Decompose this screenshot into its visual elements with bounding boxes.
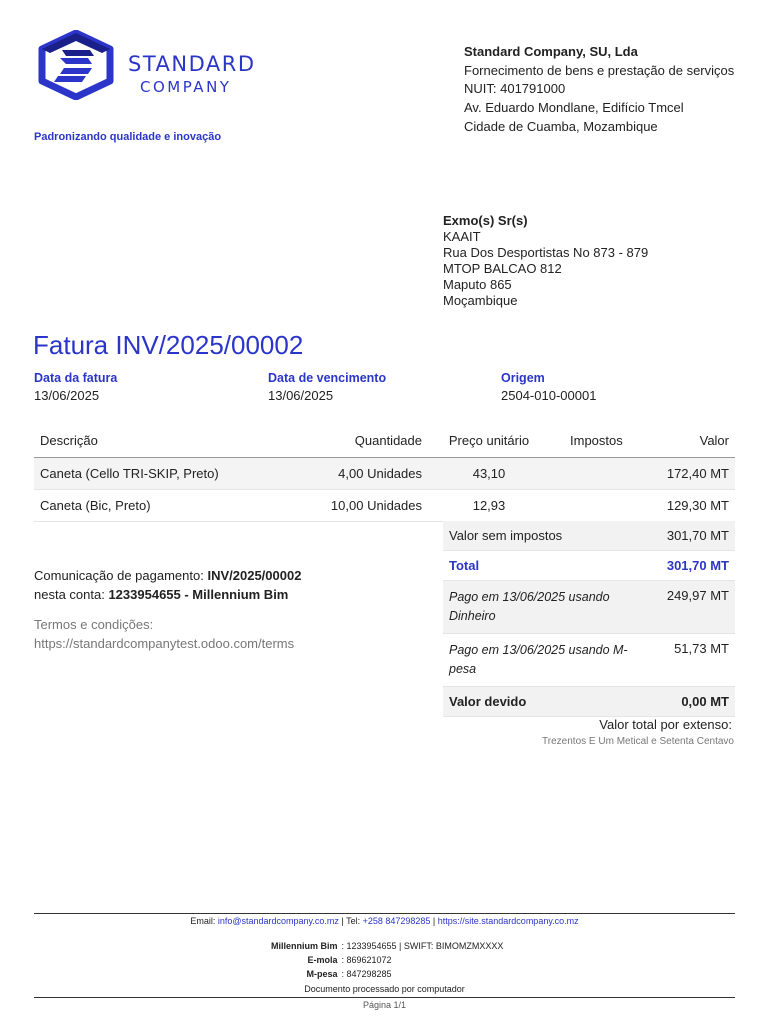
table-row [34,490,735,522]
bank-value: : 869621072 [341,955,392,965]
amount-due-label: Valor devido [443,687,645,717]
footer-divider [34,913,735,914]
footer-site-link[interactable]: https://site.standardcompany.co.mz [437,916,579,926]
payment-comm-label: Comunicação de pagamento: [34,568,204,583]
customer-address-block [443,213,648,309]
bank-row [34,953,735,967]
cell-quantity: 4,00 Unidades [276,458,428,490]
customer-salutation: Exmo(s) Sr(s) [443,213,528,228]
customer-line: MTOP BALCAO 812 [443,261,562,276]
col-header-unit-price: Preço unitário [428,424,550,458]
table-row [34,458,735,490]
bank-row [34,967,735,981]
company-tagline: Padronizando qualidade e inovação [34,131,222,143]
meta-value: 13/06/2025 [268,388,334,403]
bank-name: Millennium Bim [270,941,338,951]
payment-comm-ref: INV/2025/00002 [207,568,302,583]
payment-label: Pago em 13/06/2025 usando Dinheiro [443,581,645,634]
amount-in-words-value: Trezentos E Um Metical e Setenta Centavo [542,736,734,747]
cell-description: Caneta (Bic, Preto) [34,490,276,522]
bank-name: E-mola [307,955,338,965]
terms-label: Termos e condições: [34,617,154,632]
bank-value: : 1233954655 | SWIFT: BIMOMZMXXXX [341,941,504,951]
payment-row [443,634,735,687]
meta-label: Origem [501,371,545,385]
cell-taxes [550,490,656,522]
footer-contact: Email: info@standardcompany.co.mz | Tel: +258 847298285 | https://site.standardcompany.co.mz [190,916,579,926]
cell-unit-price: 12,93 [428,490,550,522]
company-name: Standard Company, SU, Lda [464,44,638,59]
footer-bank-details [34,939,735,981]
col-header-taxes: Impostos [550,424,656,458]
company-logo [32,30,256,100]
footer-email-link[interactable]: info@standardcompany.co.mz [217,916,339,926]
footer-processed-note: Documento processado por computador [304,984,465,994]
col-header-amount: Valor [656,424,735,458]
cell-description: Caneta (Cello TRI-SKIP, Preto) [34,458,276,490]
cell-unit-price: 43,10 [428,458,550,490]
customer-line: Rua Dos Desportistas No 873 - 879 [443,245,649,260]
bank-row [34,939,735,953]
table-header-row [34,424,735,458]
customer-line: Maputo 865 [443,277,512,292]
meta-invoice-date [34,371,117,403]
footer-tel-label: Tel: [346,916,361,926]
company-line: Fornecimento de bens e prestação de serviços [464,62,735,78]
footer-tel-link[interactable]: +258 847298285 [362,916,431,926]
company-address-block [464,43,734,137]
amount-due-value: 0,00 MT [645,687,735,717]
payment-value: 51,73 MT [645,634,735,687]
bank-value: : 847298285 [341,969,392,979]
subtotal-row [443,521,735,551]
payment-label: Pago em 13/06/2025 usando M-pesa [443,634,645,687]
logo-text-line2: COMPANY [140,78,232,96]
customer-line: Moçambique [443,293,518,308]
cell-taxes [550,458,656,490]
subtotal-value: 301,70 MT [645,521,735,551]
payment-account-label: nesta conta: [34,587,105,602]
cell-amount: 172,40 MT [656,458,735,490]
total-value: 301,70 MT [645,551,735,581]
meta-value: 13/06/2025 [34,388,100,403]
total-row [443,551,735,581]
terms-block [34,615,294,653]
invoice-lines-table [34,424,735,522]
amount-in-words-label: Valor total por extenso: [599,717,732,732]
footer-email-label: Email: [190,916,216,926]
amount-due-row [443,687,735,717]
terms-link[interactable]: https://standardcompanytest.odoo.com/terms [34,636,295,651]
meta-due-date [268,371,386,403]
invoice-title: Fatura INV/2025/00002 [33,330,304,360]
payment-account-value: 1233954655 - Millennium Bim [108,587,289,602]
company-line: Cidade de Cuamba, Mozambique [464,118,658,134]
bank-name: M-pesa [306,969,338,979]
cell-quantity: 10,00 Unidades [276,490,428,522]
meta-origin [501,371,596,403]
logo-text-line1: STANDARD [128,52,256,76]
meta-label: Data da fatura [34,371,118,385]
totals-table [443,521,735,717]
meta-value: 2504-010-00001 [501,388,597,403]
page-number: Página 1/1 [362,1000,407,1010]
company-line: NUIT: 401791000 [464,81,566,97]
payment-row [443,581,735,634]
company-line: Av. Eduardo Mondlane, Edifício Tmcel [464,100,684,116]
total-label: Total [443,551,645,581]
col-header-quantity: Quantidade [276,424,428,458]
cell-amount: 129,30 MT [656,490,735,522]
payment-value: 249,97 MT [645,581,735,634]
subtotal-label: Valor sem impostos [443,521,645,551]
footer-divider [34,997,735,998]
payment-communication [34,566,301,604]
col-header-description: Descrição [34,424,276,458]
meta-label: Data de vencimento [268,371,387,385]
customer-line: KAAIT [443,229,481,244]
